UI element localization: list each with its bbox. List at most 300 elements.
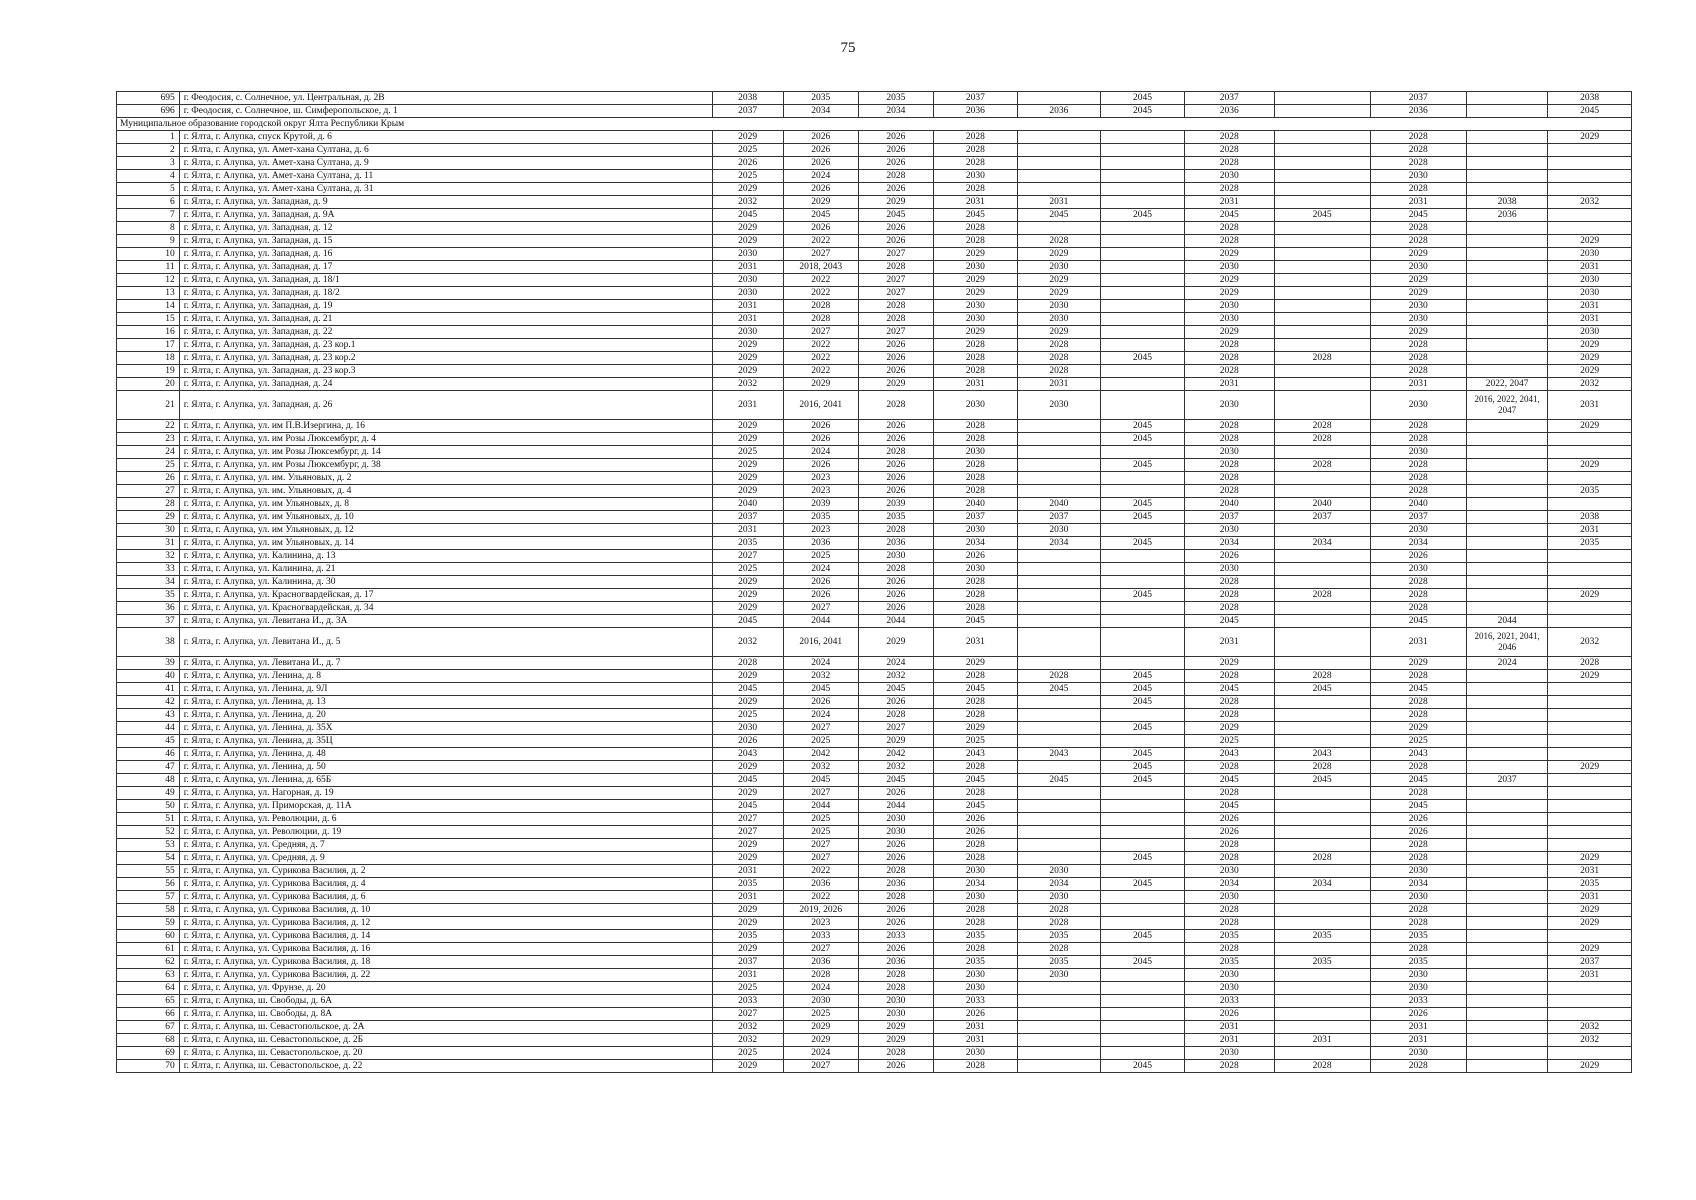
year-cell: 2025	[783, 813, 858, 826]
year-cell: 2022	[783, 339, 858, 352]
year-cell	[1466, 995, 1547, 1008]
year-cell: 2040	[1017, 498, 1101, 511]
year-cell	[1274, 826, 1370, 839]
year-cell: 2028	[1017, 339, 1101, 352]
year-cell: 2016, 2041	[783, 391, 858, 420]
year-cell: 2025	[712, 170, 783, 183]
year-cell	[1274, 339, 1370, 352]
year-cell	[1274, 696, 1370, 709]
year-cell	[1274, 982, 1370, 995]
year-cell: 2030	[934, 524, 1018, 537]
year-cell: 2028	[1370, 420, 1466, 433]
row-number: 33	[117, 563, 180, 576]
year-cell	[1017, 615, 1101, 628]
year-cell: 2037	[1274, 511, 1370, 524]
year-cell	[1548, 550, 1632, 563]
year-cell: 2028	[1370, 1060, 1466, 1073]
year-cell	[1017, 787, 1101, 800]
year-cell: 2026	[858, 589, 933, 602]
table-row	[117, 995, 1632, 1008]
year-cell: 2029	[1184, 326, 1274, 339]
year-cell: 2045	[1101, 433, 1185, 446]
year-cell: 2034	[1184, 878, 1274, 891]
year-cell: 2030	[934, 969, 1018, 982]
year-cell: 2030	[934, 313, 1018, 326]
year-cell	[1274, 576, 1370, 589]
year-cell: 2029	[1017, 326, 1101, 339]
year-cell: 2030	[1017, 969, 1101, 982]
row-number: 65	[117, 995, 180, 1008]
year-cell: 2028	[1184, 589, 1274, 602]
table-row	[117, 1034, 1632, 1047]
year-cell: 2028	[934, 943, 1018, 956]
year-cell: 2033	[1370, 995, 1466, 1008]
year-cell: 2028	[783, 300, 858, 313]
year-cell: 2031	[712, 891, 783, 904]
year-cell: 2022	[783, 274, 858, 287]
year-cell	[1101, 800, 1185, 813]
year-cell: 2031	[1548, 300, 1632, 313]
year-cell: 2028	[858, 170, 933, 183]
year-cell: 2045	[1184, 683, 1274, 696]
year-cell	[1017, 995, 1101, 1008]
year-cell: 2032	[783, 761, 858, 774]
year-cell: 2028	[858, 524, 933, 537]
year-cell: 2045	[1101, 774, 1185, 787]
year-cell: 2028	[1370, 787, 1466, 800]
table-row	[117, 261, 1632, 274]
year-cell	[1274, 709, 1370, 722]
year-cell: 2026	[858, 144, 933, 157]
year-cell: 2035	[783, 511, 858, 524]
year-cell: 2028	[1370, 761, 1466, 774]
year-cell: 2027	[712, 550, 783, 563]
year-cell: 2028	[1184, 420, 1274, 433]
year-cell: 2029	[1548, 904, 1632, 917]
address-cell: г. Ялта, г. Алупка, ул. Западная, д. 18/1	[179, 274, 712, 287]
year-cell: 2029	[1548, 235, 1632, 248]
year-cell	[1548, 602, 1632, 615]
year-cell: 2044	[858, 615, 933, 628]
year-cell: 2028	[1274, 589, 1370, 602]
year-cell	[1466, 722, 1547, 735]
table-row	[117, 589, 1632, 602]
year-cell: 2035	[1184, 930, 1274, 943]
year-cell	[1274, 524, 1370, 537]
address-cell: г. Ялта, г. Алупка, ул. Ленина, д. 48	[179, 748, 712, 761]
year-cell	[1101, 1008, 1185, 1021]
year-cell: 2026	[858, 365, 933, 378]
year-cell: 2031	[1548, 969, 1632, 982]
year-cell: 2031	[934, 1021, 1018, 1034]
year-cell: 2024	[783, 709, 858, 722]
year-cell: 2045	[1370, 615, 1466, 628]
year-cell: 2043	[1370, 748, 1466, 761]
table-row	[117, 878, 1632, 891]
year-cell: 2036	[783, 878, 858, 891]
year-cell: 2030	[1548, 274, 1632, 287]
address-cell: г. Ялта, г. Алупка, ул. Западная, д. 23 кор.2	[179, 352, 712, 365]
year-cell	[1274, 904, 1370, 917]
address-cell: г. Ялта, г. Алупка, ул. Западная, д. 16	[179, 248, 712, 261]
year-cell: 2025	[712, 446, 783, 459]
year-cell	[1466, 287, 1547, 300]
table-row	[117, 761, 1632, 774]
year-cell	[1101, 563, 1185, 576]
year-cell: 2030	[1184, 865, 1274, 878]
row-number: 9	[117, 235, 180, 248]
year-cell	[1466, 459, 1547, 472]
year-cell: 2028	[934, 602, 1018, 615]
year-cell: 2023	[783, 524, 858, 537]
year-cell: 2026	[858, 235, 933, 248]
year-cell	[1274, 839, 1370, 852]
repair-schedule-table	[116, 91, 1632, 1073]
year-cell: 2030	[1370, 891, 1466, 904]
year-cell	[1466, 352, 1547, 365]
table-row	[117, 144, 1632, 157]
year-cell: 2026	[858, 1060, 933, 1073]
year-cell	[1548, 170, 1632, 183]
address-cell: г. Ялта, г. Алупка, ул. Западная, д. 21	[179, 313, 712, 326]
table-row	[117, 800, 1632, 813]
year-cell: 2026	[783, 157, 858, 170]
year-cell: 2029	[1184, 722, 1274, 735]
year-cell: 2028	[1017, 365, 1101, 378]
year-cell: 2045	[1017, 774, 1101, 787]
year-cell	[1017, 1047, 1101, 1060]
year-cell	[1101, 183, 1185, 196]
year-cell: 2045	[1101, 537, 1185, 550]
year-cell: 2037	[712, 956, 783, 969]
year-cell: 2037	[1466, 774, 1547, 787]
address-cell: г. Ялта, г. Алупка, ул. Ленина, д. 35Ц	[179, 735, 712, 748]
year-cell: 2029	[934, 326, 1018, 339]
year-cell: 2045	[1101, 420, 1185, 433]
table-row	[117, 511, 1632, 524]
year-cell: 2032	[1548, 196, 1632, 209]
year-cell	[1101, 615, 1185, 628]
year-cell: 2028	[1184, 157, 1274, 170]
year-cell	[1466, 1060, 1547, 1073]
address-cell: г. Ялта, г. Алупка, ул. Красногвардейская, д. 17	[179, 589, 712, 602]
row-number: 8	[117, 222, 180, 235]
year-cell: 2045	[1370, 800, 1466, 813]
year-cell: 2029	[712, 670, 783, 683]
year-cell: 2026	[783, 433, 858, 446]
year-cell: 2034	[934, 537, 1018, 550]
year-cell: 2045	[1101, 670, 1185, 683]
year-cell	[1274, 472, 1370, 485]
year-cell: 2028	[1184, 222, 1274, 235]
year-cell: 2028	[1370, 157, 1466, 170]
year-cell: 2031	[1184, 628, 1274, 657]
year-cell: 2035	[783, 92, 858, 105]
year-cell: 2030	[858, 826, 933, 839]
table-row	[117, 657, 1632, 670]
year-cell: 2028	[1370, 472, 1466, 485]
year-cell: 2034	[858, 105, 933, 118]
year-cell: 2026	[858, 459, 933, 472]
address-cell: г. Ялта, г. Алупка, ул. Сурикова Василия, д. 22	[179, 969, 712, 982]
year-cell: 2025	[783, 826, 858, 839]
year-cell	[1274, 196, 1370, 209]
year-cell: 2026	[783, 696, 858, 709]
year-cell	[1101, 485, 1185, 498]
year-cell	[1274, 378, 1370, 391]
year-cell: 2028	[1370, 433, 1466, 446]
year-cell: 2045	[1274, 683, 1370, 696]
year-cell: 2029	[712, 339, 783, 352]
year-cell: 2028	[934, 459, 1018, 472]
row-number: 55	[117, 865, 180, 878]
year-cell: 2028	[934, 1060, 1018, 1073]
year-cell	[1274, 969, 1370, 982]
year-cell	[1274, 365, 1370, 378]
row-number: 19	[117, 365, 180, 378]
year-cell: 2022	[783, 287, 858, 300]
table-row	[117, 183, 1632, 196]
row-number: 22	[117, 420, 180, 433]
section-row	[117, 118, 1632, 131]
year-cell	[1466, 904, 1547, 917]
row-number: 44	[117, 722, 180, 735]
year-cell: 2022, 2047	[1466, 378, 1547, 391]
year-cell	[1466, 943, 1547, 956]
table-row	[117, 131, 1632, 144]
year-cell	[1101, 287, 1185, 300]
year-cell: 2045	[1370, 209, 1466, 222]
address-cell: г. Ялта, г. Алупка, ул. Сурикова Василия, д. 6	[179, 891, 712, 904]
year-cell	[1017, 839, 1101, 852]
address-cell: г. Ялта, г. Алупка, ул. Сурикова Василия, д. 12	[179, 917, 712, 930]
year-cell: 2026	[1370, 1008, 1466, 1021]
row-number: 5	[117, 183, 180, 196]
year-cell	[1101, 378, 1185, 391]
year-cell	[1017, 472, 1101, 485]
year-cell	[1274, 157, 1370, 170]
year-cell: 2040	[1370, 498, 1466, 511]
year-cell	[1101, 576, 1185, 589]
table-row	[117, 326, 1632, 339]
year-cell: 2038	[1548, 92, 1632, 105]
year-cell: 2030	[1184, 446, 1274, 459]
year-cell: 2028	[934, 222, 1018, 235]
year-cell	[1548, 157, 1632, 170]
year-cell: 2029	[1370, 274, 1466, 287]
address-cell: г. Ялта, г. Алупка, ул. Калинина, д. 21	[179, 563, 712, 576]
row-number: 38	[117, 628, 180, 657]
year-cell: 2029	[934, 274, 1018, 287]
year-cell: 2037	[712, 511, 783, 524]
year-cell: 2036	[858, 878, 933, 891]
year-cell: 2028	[783, 969, 858, 982]
year-cell	[1101, 917, 1185, 930]
row-number: 49	[117, 787, 180, 800]
year-cell	[1466, 248, 1547, 261]
year-cell	[1466, 683, 1547, 696]
year-cell: 2045	[1101, 498, 1185, 511]
year-cell: 2023	[783, 472, 858, 485]
year-cell: 2032	[1548, 378, 1632, 391]
year-cell: 2045	[1101, 92, 1185, 105]
row-number: 6	[117, 196, 180, 209]
year-cell: 2045	[712, 615, 783, 628]
year-cell: 2033	[712, 995, 783, 1008]
table-row	[117, 696, 1632, 709]
page-number: 75	[840, 40, 856, 56]
year-cell: 2026	[858, 576, 933, 589]
address-cell: г. Ялта, г. Алупка, ул. Амет-хана Султана, д. 9	[179, 157, 712, 170]
year-cell: 2045	[858, 683, 933, 696]
year-cell	[1466, 170, 1547, 183]
row-number: 60	[117, 930, 180, 943]
year-cell: 2045	[1101, 930, 1185, 943]
year-cell	[1274, 800, 1370, 813]
year-cell: 2045	[934, 615, 1018, 628]
address-cell: г. Ялта, г. Алупка, ул. Западная, д. 18/2	[179, 287, 712, 300]
year-cell: 2035	[858, 92, 933, 105]
year-cell: 2031	[712, 313, 783, 326]
year-cell: 2026	[1184, 550, 1274, 563]
year-cell: 2028	[934, 576, 1018, 589]
year-cell: 2045	[1101, 696, 1185, 709]
year-cell	[1466, 826, 1547, 839]
year-cell	[1101, 157, 1185, 170]
table-row	[117, 917, 1632, 930]
year-cell: 2045	[1101, 878, 1185, 891]
table-row	[117, 352, 1632, 365]
year-cell	[1466, 969, 1547, 982]
year-cell	[1101, 969, 1185, 982]
year-cell	[1548, 144, 1632, 157]
year-cell: 2028	[1370, 943, 1466, 956]
row-number: 13	[117, 287, 180, 300]
year-cell: 2026	[712, 735, 783, 748]
year-cell: 2030	[712, 274, 783, 287]
year-cell: 2025	[783, 735, 858, 748]
row-number: 43	[117, 709, 180, 722]
year-cell: 2045	[712, 209, 783, 222]
year-cell: 2028	[1370, 365, 1466, 378]
year-cell: 2032	[783, 670, 858, 683]
year-cell: 2030	[1184, 170, 1274, 183]
year-cell	[1466, 326, 1547, 339]
year-cell: 2028	[1370, 852, 1466, 865]
address-cell: г. Ялта, г. Алупка, ул. Западная, д. 23 кор.3	[179, 365, 712, 378]
row-number: 12	[117, 274, 180, 287]
year-cell	[1466, 956, 1547, 969]
address-cell: г. Ялта, г. Алупка, ул. Западная, д. 12	[179, 222, 712, 235]
year-cell: 2026	[858, 157, 933, 170]
year-cell	[1017, 589, 1101, 602]
year-cell: 2033	[858, 930, 933, 943]
address-cell: г. Ялта, г. Алупка, ш. Севастопольское, д. 2А	[179, 1021, 712, 1034]
year-cell: 2034	[1370, 537, 1466, 550]
year-cell: 2036	[783, 956, 858, 969]
year-cell: 2033	[783, 930, 858, 943]
year-cell	[1017, 446, 1101, 459]
year-cell	[1101, 995, 1185, 1008]
year-cell	[1274, 813, 1370, 826]
year-cell	[1548, 433, 1632, 446]
year-cell: 2030	[1017, 524, 1101, 537]
year-cell: 2032	[1548, 1021, 1632, 1034]
row-number: 68	[117, 1034, 180, 1047]
year-cell	[1466, 274, 1547, 287]
year-cell	[1548, 1008, 1632, 1021]
address-cell: г. Ялта, г. Алупка, ул. Сурикова Василия, д. 10	[179, 904, 712, 917]
row-number: 47	[117, 761, 180, 774]
year-cell: 2044	[858, 800, 933, 813]
year-cell	[1466, 930, 1547, 943]
year-cell	[1101, 865, 1185, 878]
year-cell: 2029	[712, 852, 783, 865]
year-cell: 2031	[1548, 313, 1632, 326]
table-row	[117, 930, 1632, 943]
table-row	[117, 563, 1632, 576]
year-cell: 2035	[712, 537, 783, 550]
year-cell: 2030	[1370, 300, 1466, 313]
address-cell: г. Ялта, г. Алупка, ул. Калинина, д. 13	[179, 550, 712, 563]
year-cell	[1548, 709, 1632, 722]
table-row	[117, 787, 1632, 800]
year-cell: 2045	[1274, 774, 1370, 787]
year-cell: 2028	[1370, 576, 1466, 589]
table-row	[117, 313, 1632, 326]
year-cell: 2045	[712, 683, 783, 696]
year-cell: 2026	[858, 339, 933, 352]
table-body	[117, 92, 1632, 1073]
year-cell: 2030	[1017, 865, 1101, 878]
year-cell	[1101, 657, 1185, 670]
year-cell	[1466, 183, 1547, 196]
year-cell	[1466, 420, 1547, 433]
row-number: 27	[117, 485, 180, 498]
year-cell: 2031	[1184, 196, 1274, 209]
year-cell: 2031	[1184, 1034, 1274, 1047]
year-cell: 2029	[712, 943, 783, 956]
year-cell: 2029	[1017, 287, 1101, 300]
year-cell: 2026	[858, 222, 933, 235]
year-cell: 2032	[1548, 1034, 1632, 1047]
year-cell	[1466, 735, 1547, 748]
table-row	[117, 891, 1632, 904]
year-cell: 2028	[1370, 144, 1466, 157]
year-cell: 2031	[934, 1034, 1018, 1047]
year-cell: 2031	[712, 300, 783, 313]
year-cell	[1017, 550, 1101, 563]
year-cell: 2029	[1370, 326, 1466, 339]
year-cell	[1101, 1047, 1185, 1060]
year-cell	[1548, 735, 1632, 748]
year-cell	[1466, 696, 1547, 709]
year-cell: 2030	[783, 995, 858, 1008]
year-cell: 2037	[934, 511, 1018, 524]
year-cell: 2028	[1274, 420, 1370, 433]
year-cell	[1017, 131, 1101, 144]
year-cell: 2036	[783, 537, 858, 550]
year-cell: 2026	[858, 696, 933, 709]
year-cell: 2028	[858, 300, 933, 313]
year-cell	[1017, 576, 1101, 589]
year-cell	[1274, 131, 1370, 144]
year-cell	[1548, 813, 1632, 826]
year-cell: 2029	[712, 904, 783, 917]
year-cell: 2028	[1017, 904, 1101, 917]
year-cell: 2030	[1184, 391, 1274, 420]
address-cell: г. Ялта, г. Алупка, ул. Калинина, д. 30	[179, 576, 712, 589]
